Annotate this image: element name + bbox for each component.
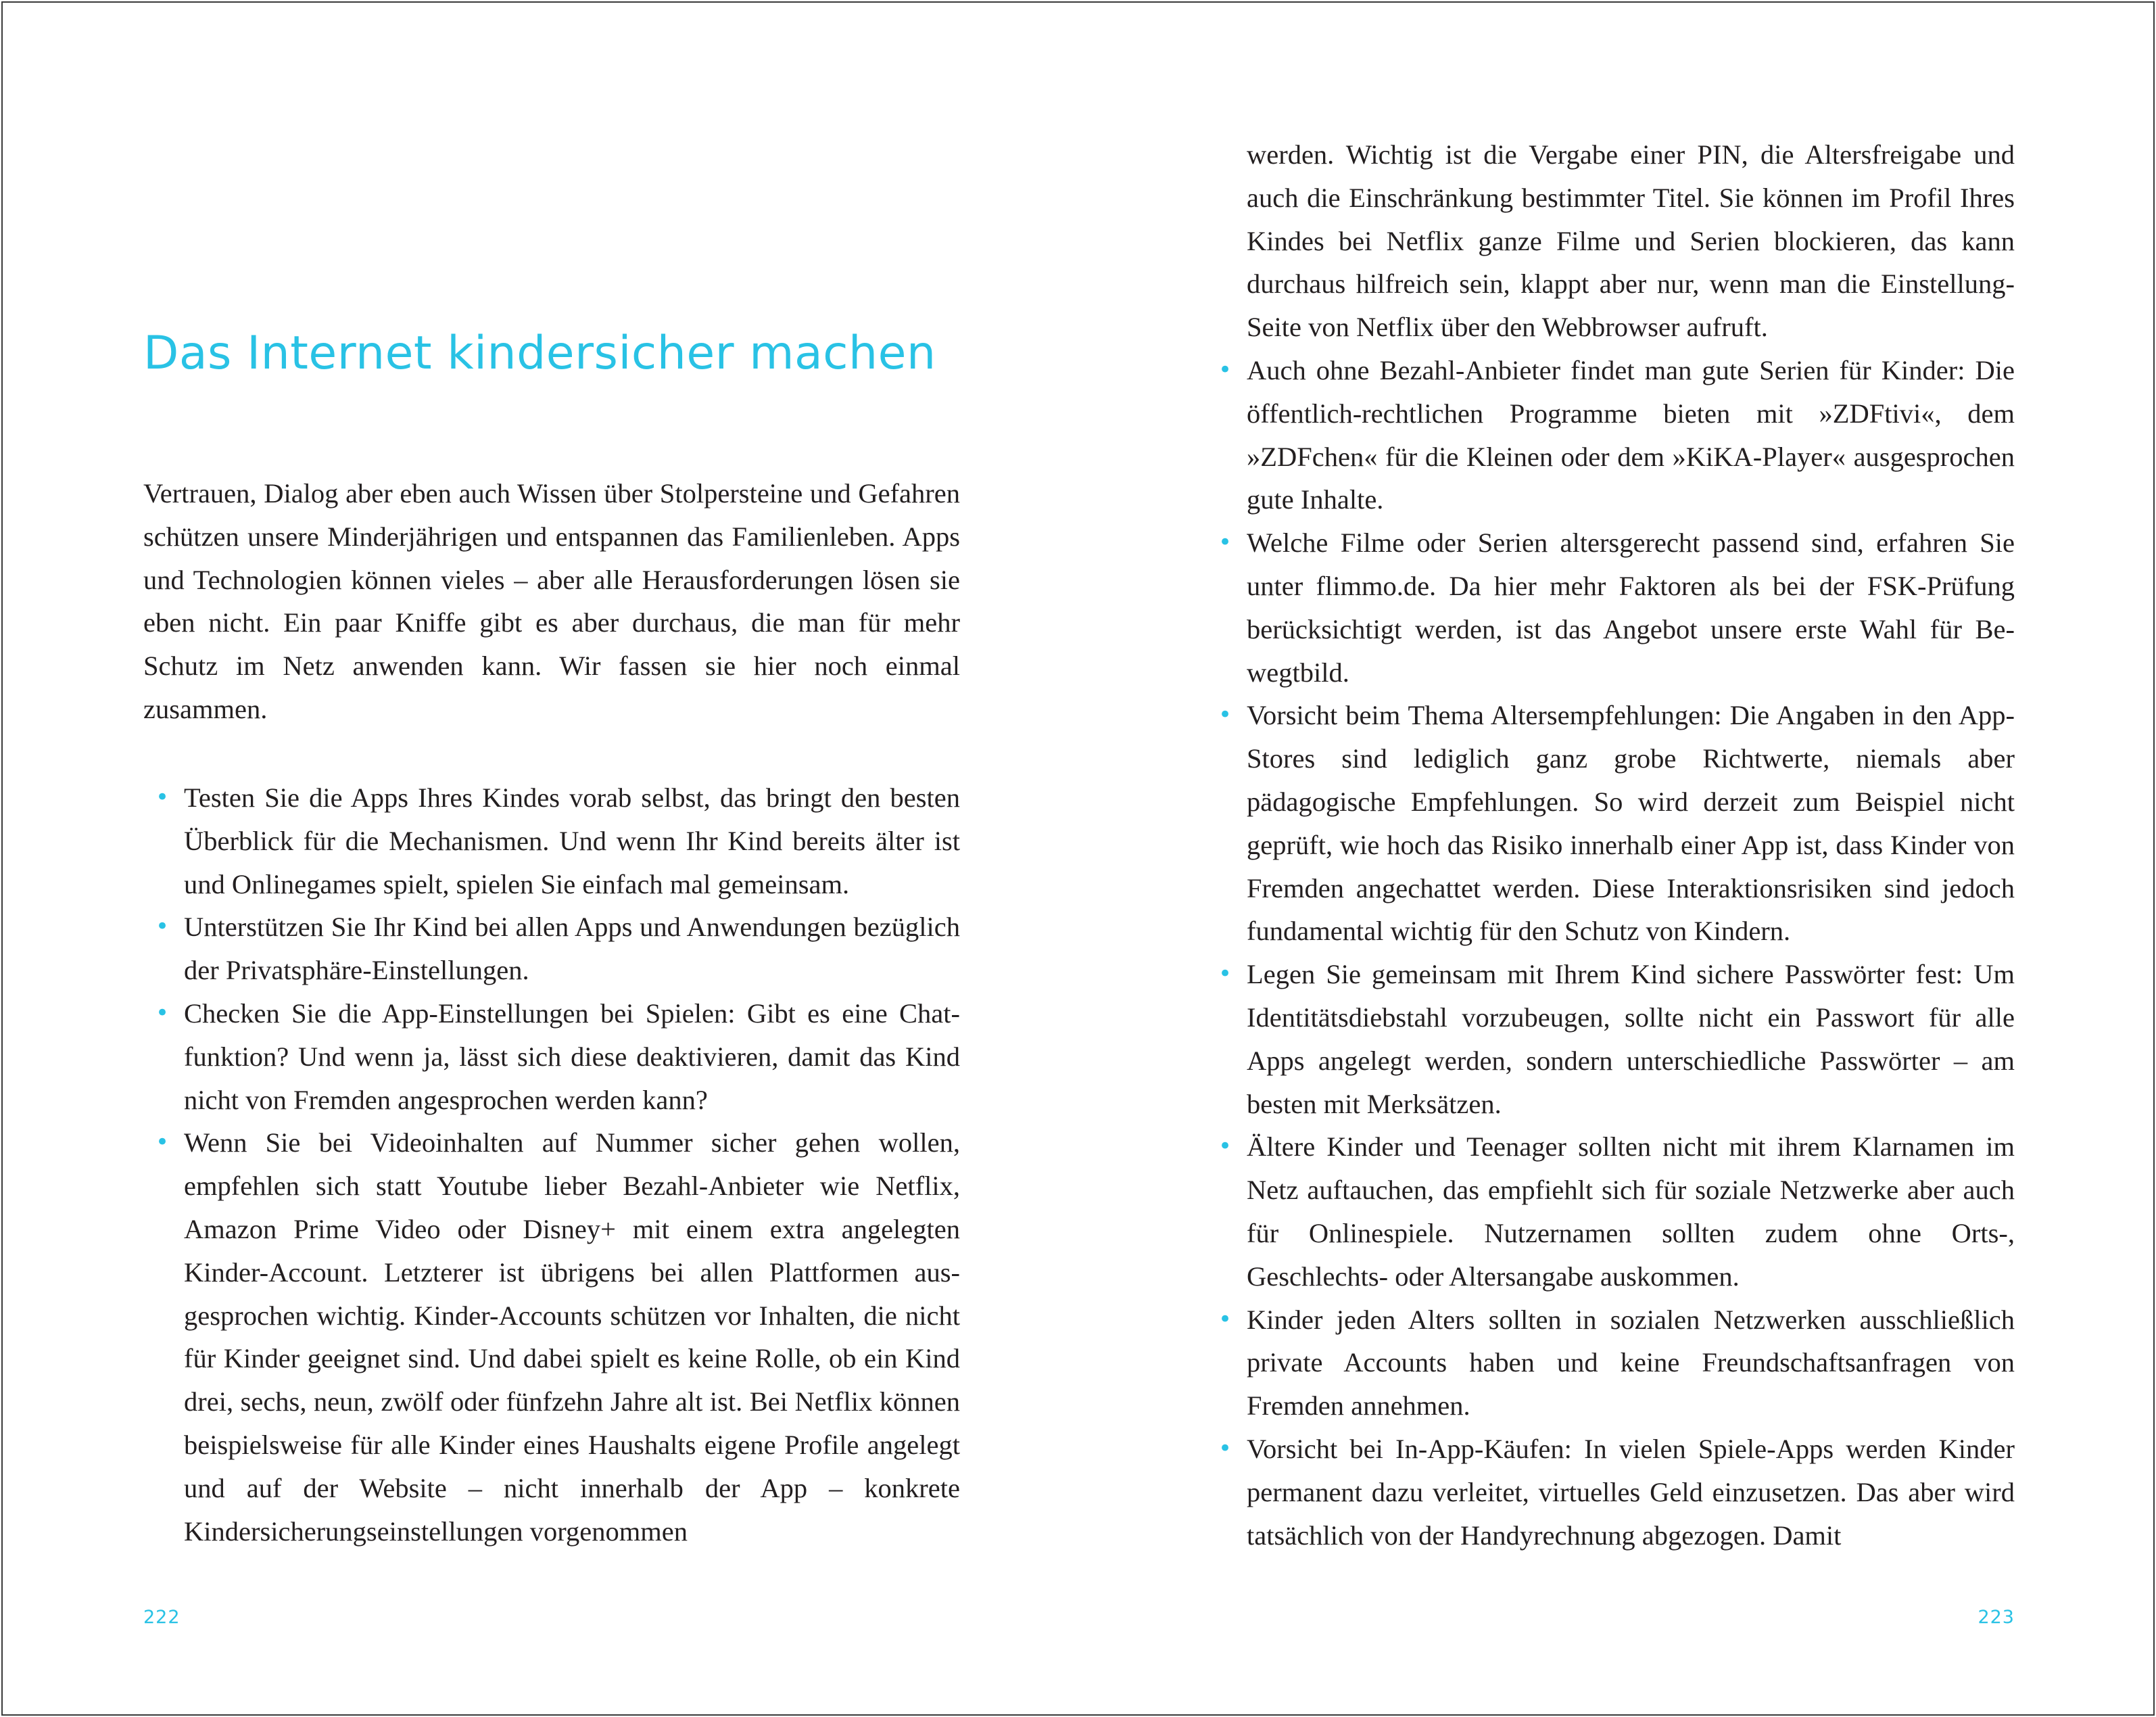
- bullet-icon: •: [1218, 701, 1232, 729]
- tips-list-left: [143, 776, 960, 1553]
- list-item-text: Vorsicht beim Thema Altersempfehlungen: Die Angaben in den App-Stores sind lediglich ganz grobe Richtwerte, niemals aber pädagogische Empfehlungen. So wird derzeit zum Beispiel nicht geprüft, wie hoch das Risiko innerhalb einer App ist, dass Kinder von Fremden angechattet werden. Diese Interaktionsrisiken sind jedoch fundamental wichtig für den Schutz von Kindern.: [1247, 700, 2015, 947]
- tips-list-right: [1206, 349, 2015, 1557]
- bullet-icon: •: [1218, 1434, 1232, 1462]
- page-number-right: 223: [1978, 1607, 2015, 1628]
- list-item-text: Unterstützen Sie Ihr Kind bei allen Apps und Anwendungen bezüglich der Privatsphäre-Einstellungen.: [184, 912, 960, 986]
- list-item-text: Checken Sie die App-Einstellungen bei Spielen: Gibt es eine Chatfunktion? Und wenn ja, lässt sich diese deaktivieren, damit das Kind nicht von Fremden angesprochen werden kann?: [184, 997, 960, 1115]
- right-page: [1206, 0, 2015, 1717]
- list-item-text: Wenn Sie bei Videoinhalten auf Nummer sicher gehen wollen, empfehlen sich statt Youtube lieber Bezahl-Anbieter wie Netflix, Amazon Prime Video oder Disney+ mit einem extra angelegten Kinder-Account. Letzterer ist übrigens bei allen Plattformen ausgesprochen wichtig. Kinder-Accounts schützen vor Inhalten, die nicht für Kinder geeignet sind. Und dabei spielt es keine Rolle, ob ein Kind drei, sechs, neun, zwölf oder fünfzehn Jahre alt ist. Bei Netflix können beispielsweise für alle Kinder eines Haushalts eigene Profile angelegt und auf der Website – nicht innerhalb der App – konkrete Kindersicherungseinstellungen vorgenommen: [184, 1127, 960, 1547]
- list-item: [1206, 1298, 2015, 1428]
- list-item: [1206, 694, 2015, 953]
- list-item: [1206, 953, 2015, 1125]
- list-item: [143, 776, 960, 905]
- list-item: [1206, 1428, 2015, 1557]
- bullet-icon: •: [1218, 1133, 1232, 1160]
- intro-paragraph: Vertrauen, Dialog aber eben auch Wissen über Stolpersteine und Gefahren schützen unsere Minderjährigen und entspannen das Familienleben. Apps und Technologien können vieles – aber alle Herausforderungen lösen sie eben nicht. Ein paar Kniffe gibt es aber durchaus, die man für mehr Schutz im Netz anwenden kann. Wir fassen sie hier noch einmal zusammen.: [143, 478, 960, 724]
- list-item-text: Auch ohne Bezahl-Anbieter findet man gute Serien für Kinder: Die öffentlich-rechtlichen Programme bieten mit »ZDFtivi«, dem »ZDFchen« für die Kleinen oder dem »KiKA-Player« ausgesprochen gute Inhalte.: [1247, 355, 2015, 515]
- bullet-icon: •: [155, 913, 170, 941]
- list-item: [1206, 349, 2015, 521]
- list-item-text: Legen Sie gemeinsam mit Ihrem Kind sichere Passwörter fest: Um Identitätsdiebstahl vorzubeugen, sollte nicht ein Passwort für alle Apps angelegt werden, sondern unterschiedliche Passwörter – am besten mit Merksätzen.: [1247, 959, 2015, 1119]
- chapter-title: Das Internet kindersicher machen: [143, 327, 936, 380]
- list-item: [143, 992, 960, 1121]
- list-item-text: Welche Filme oder Serien altersgerecht passend sind, erfahren Sie unter flimmo.de. Da hier mehr Faktoren als bei der FSK-Prüfung berücksichtigt werden, ist das Angebot unsere erste Wahl für Bewegtbild.: [1247, 527, 2015, 688]
- list-item: [143, 1121, 960, 1553]
- list-item-text: Ältere Kinder und Teenager sollten nicht mit ihrem Klarnamen im Netz auftauchen, das empfiehlt sich für soziale Netzwerke aber auch für Onlinespiele. Nutzernamen sollten zudem ohne Orts-, Geschlechts- oder Altersangabe auskommen.: [1247, 1131, 2015, 1292]
- list-item: [143, 905, 960, 992]
- list-item-text: Testen Sie die Apps Ihres Kindes vorab selbst, das bringt den besten Überblick für die Mechanismen. Und wenn Ihr Kind bereits älter ist und Onlinegames spielt, spielen Sie einfach mal gemeinsam.: [184, 782, 960, 899]
- bullet-icon: •: [155, 999, 170, 1027]
- left-page: [143, 0, 960, 1717]
- continued-list-text: werden. Wichtig ist die Vergabe einer PIN, die Altersfreigabe und auch die Einschränkung bestimmter Titel. Sie können im Profil Ihres Kindes bei Netflix ganze Filme und Serien blockieren, das kann durchaus hilfreich sein, klappt aber nur, wenn man die Einstellung-Seite von Netflix über den Webbrowser aufruft.: [1247, 139, 2015, 343]
- list-item: [1206, 521, 2015, 694]
- page-number-left: 222: [143, 1607, 181, 1628]
- list-item-text: Kinder jeden Alters sollten in sozialen Netzwerken ausschließlich private Accounts haben und keine Freundschaftsanfragen von Fremden annehmen.: [1247, 1304, 2015, 1421]
- bullet-icon: •: [1218, 529, 1232, 557]
- list-item: [1206, 1125, 2015, 1298]
- bullet-icon: •: [1218, 960, 1232, 988]
- bullet-icon: •: [1218, 356, 1232, 383]
- list-item-text: Vorsicht bei In-App-Käufen: In vielen Spiele-Apps werden Kinder permanent dazu verleitet, virtuelles Geld einzusetzen. Das aber wird tatsächlich von der Handyrechnung abgezogen. Damit: [1247, 1433, 2015, 1551]
- bullet-icon: •: [155, 784, 170, 811]
- bullet-icon: •: [1218, 1305, 1232, 1333]
- bullet-icon: •: [155, 1129, 170, 1156]
